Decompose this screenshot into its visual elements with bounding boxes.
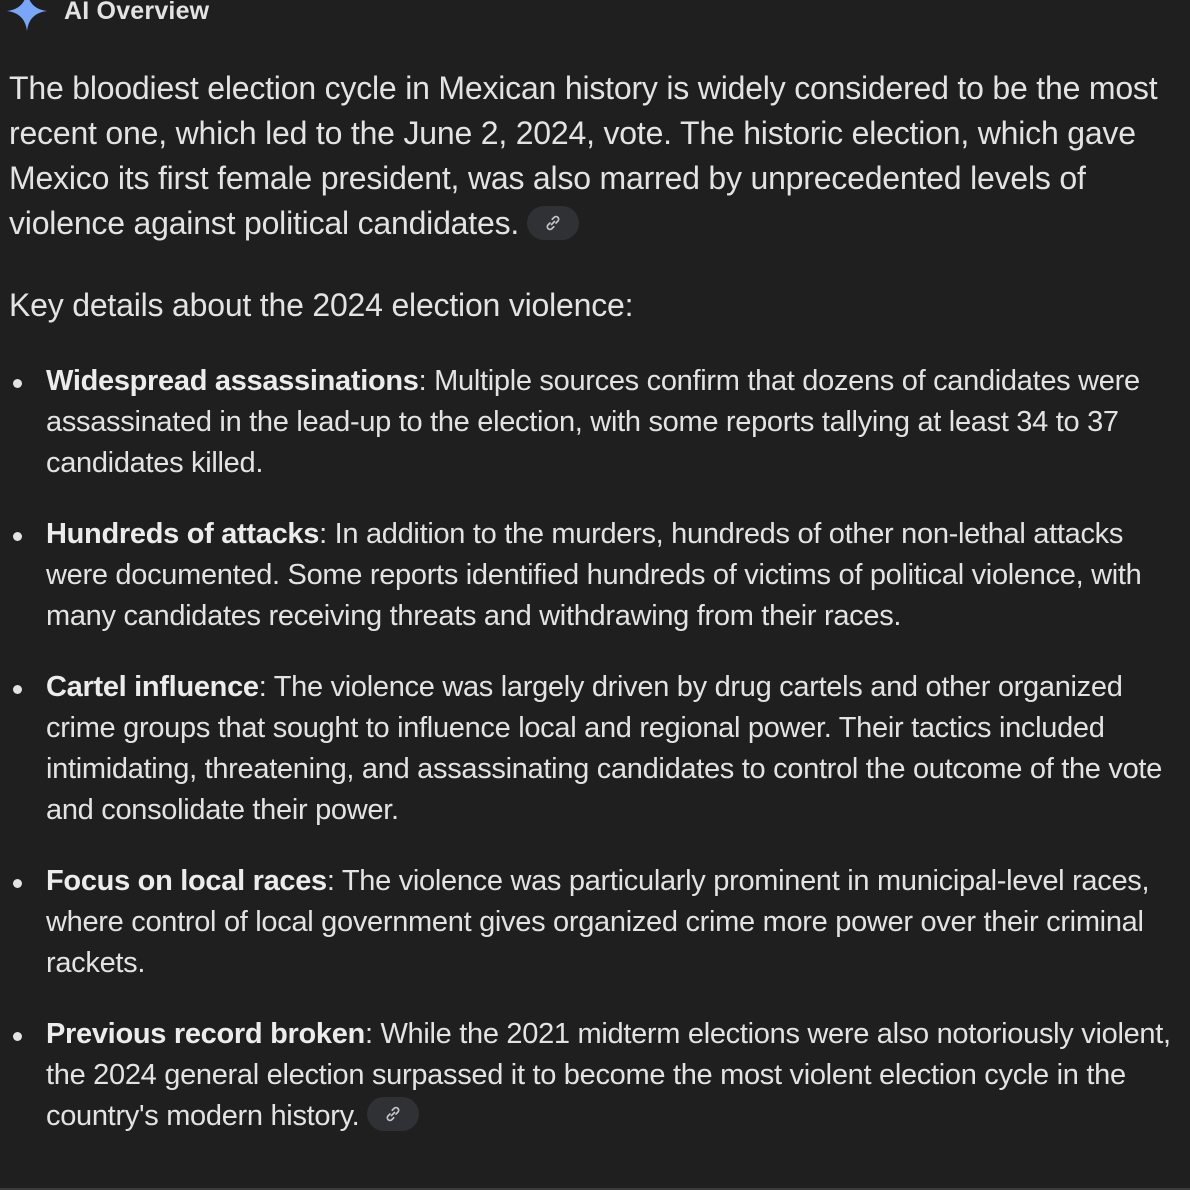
list-item	[9, 667, 1181, 831]
bullet-text: : The violence was largely driven by drug cartels and other organized crime groups that sought to influence local and regional power. Their tactics included intimidating, threatening, and assassinating candidates to control the outcome of the vote and consolidate their power.	[46, 671, 1162, 826]
link-icon	[544, 214, 562, 232]
key-details-heading: Key details about the 2024 election violence:	[9, 287, 634, 323]
bullet-title: Focus on local races	[46, 865, 327, 897]
sparkle-icon	[0, 0, 54, 36]
source-link-button[interactable]	[367, 1097, 419, 1131]
overview-content	[9, 66, 1181, 1167]
intro-text: The bloodiest election cycle in Mexican history is widely considered to be the most recent one, which led to the June 2, 2024, vote. The historic election, which gave Mexico its first female president, was also marred by unprecedented levels of violence against political candidates.	[9, 70, 1158, 241]
bullet-text: : Multiple sources confirm that dozens of candidates were assassinated in the lead-up to the election, with some reports tallying at least 34 to 37 candidates killed.	[46, 365, 1140, 479]
list-item	[9, 361, 1181, 484]
source-link-button[interactable]	[527, 206, 579, 240]
bullet-title: Hundreds of attacks	[46, 518, 320, 550]
link-icon	[384, 1105, 402, 1123]
ai-overview-title: AI Overview	[64, 0, 210, 25]
bullet-text: : The violence was particularly prominent in municipal-level races, where control of local government gives organized crime more power over their criminal rackets.	[46, 865, 1150, 979]
list-item	[9, 861, 1181, 984]
details-list	[9, 361, 1181, 1137]
bullet-title: Previous record broken	[46, 1018, 365, 1050]
ai-overview-header	[0, 0, 209, 36]
list-item	[9, 1014, 1181, 1137]
bullet-title: Widespread assassinations	[46, 365, 419, 397]
bullet-text: : In addition to the murders, hundreds of other non-lethal attacks were documented. Some reports identified hundreds of victims of political violence, with many candidates receiving threats and withdrawing from their races.	[46, 518, 1142, 632]
intro-paragraph	[9, 66, 1181, 246]
list-item	[9, 514, 1181, 637]
bullet-title: Cartel influence	[46, 671, 259, 703]
bullet-text: : While the 2021 midterm elections were also notoriously violent, the 2024 general election surpassed it to become the most violent election cycle in the country's modern history.	[46, 1018, 1171, 1132]
